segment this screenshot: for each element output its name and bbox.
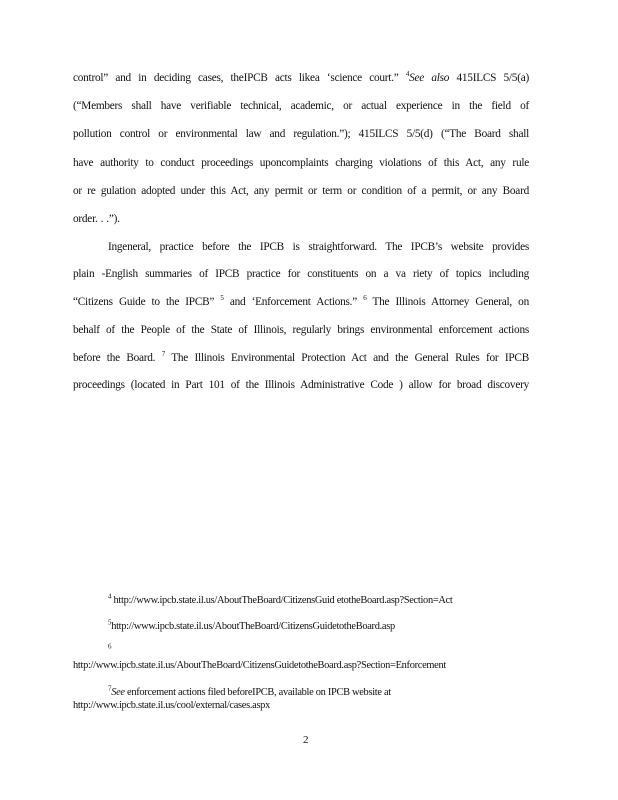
footnote-4: $^4$ http://www.ipcb.state.il.us/AboutTheBoard/CitizensGuid etotheBoard.asp?Section=Act bbox=[108, 592, 453, 606]
body-line-8: plain -English summaries of IPCB practice for constituents on a va riety of topics including bbox=[73, 268, 529, 280]
body-line-6: order. . .”). bbox=[73, 213, 120, 225]
body-line-2: (“Members shall have verifiable technical, academic, or actual experience in the field of bbox=[73, 100, 529, 112]
footnote-5: $^5$http://www.ipcb.state.il.us/AboutTheBoard/CitizensGuidetotheBoard.asp bbox=[108, 618, 395, 632]
body-line-9: “Citizens Guide to the IPCB” $^5$ and ‘Enforcement Actions.” $^6$ The Illinois Attorney General, on bbox=[73, 294, 529, 308]
body-line-10: behalf of the People of the State of Illinois, regularly brings environmental enforcement actions bbox=[73, 324, 529, 336]
body-line-1: control” and in deciding cases, theIPCB acts likea ‘science court.” $^4$See also 415ILCS 5/5(a) bbox=[73, 70, 529, 84]
footnote-7-url: http://www.ipcb.state.il.us/cool/external/cases.aspx bbox=[73, 700, 270, 711]
footnote-6-url: http://www.ipcb.state.il.us/AboutTheBoard/CitizensGuidetotheBoard.asp?Section=Enforcement bbox=[73, 660, 446, 671]
footnote-7: $^7$See enforcement actions filed beforeIPCB, available on IPCB website at bbox=[108, 684, 391, 698]
body-line-4: have authority to conduct proceedings uponcomplaints charging violations of this Act, any rule bbox=[73, 157, 529, 169]
body-line-7: Ingeneral, practice before the IPCB is straightforward. The IPCB’s website provides bbox=[108, 241, 529, 253]
body-line-3: pollution control or environmental law and regulation.”); 415ILCS 5/5(d) (“The Board shall bbox=[73, 128, 529, 140]
body-line-11: before the Board. $^7$ The Illinois Environmental Protection Act and the General Rules for IPCB bbox=[73, 350, 530, 364]
body-line-12: proceedings (located in Part 101 of the Illinois Administrative Code ) allow for broad discovery bbox=[73, 379, 529, 391]
page-number: 2 bbox=[303, 734, 309, 746]
footnote-6-marker: 6 bbox=[108, 642, 112, 651]
body-line-5: or re gulation adopted under this Act, any permit or term or condition of a permit, or any Board bbox=[73, 185, 529, 197]
